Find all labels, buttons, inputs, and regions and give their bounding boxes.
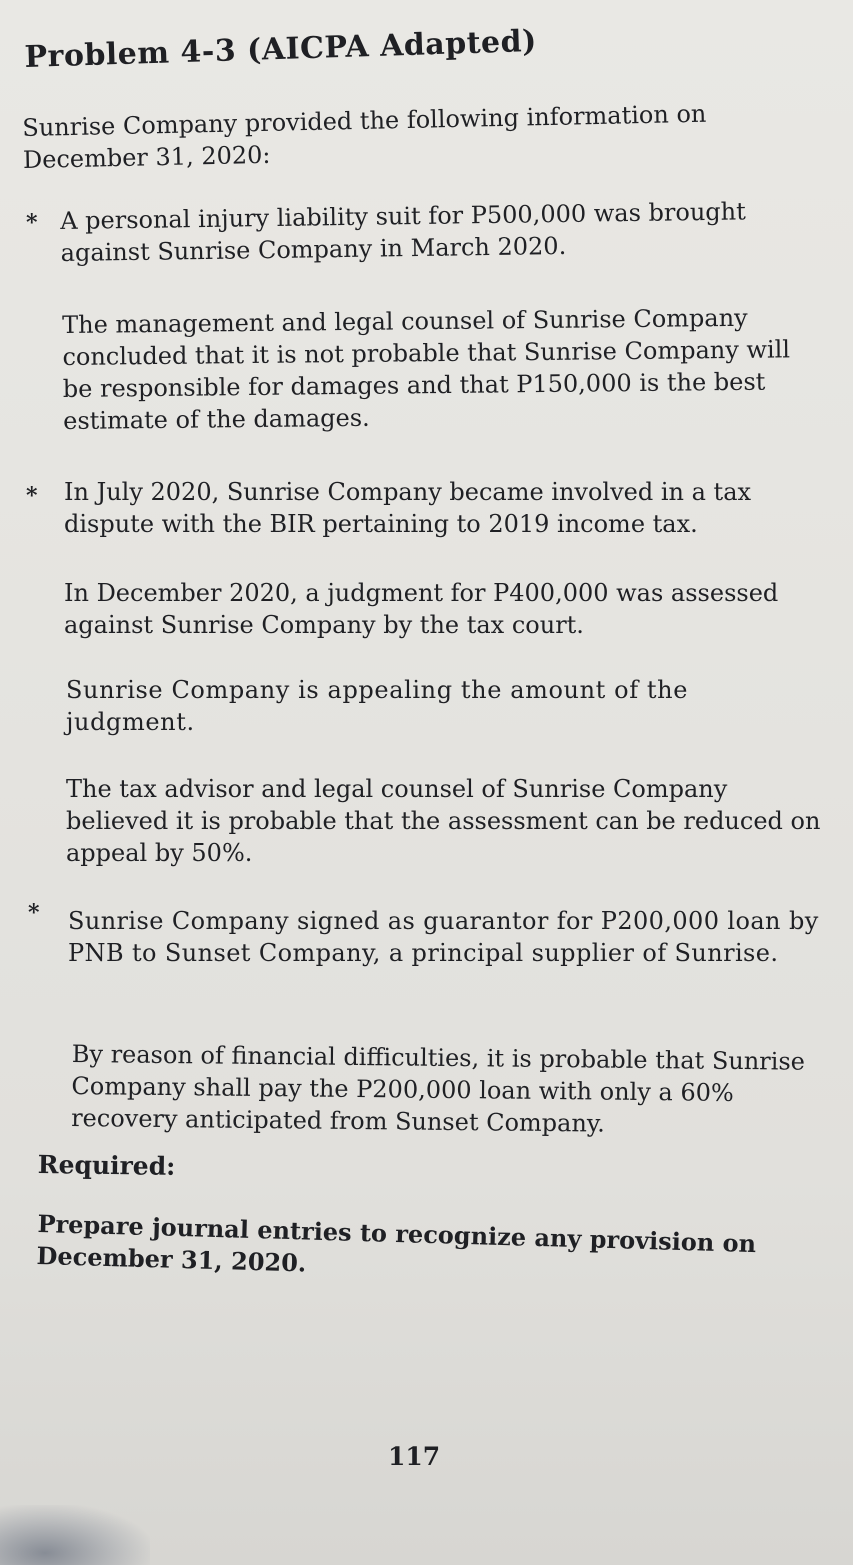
bullet-marker-3: * [28,900,40,926]
item-1-paragraph-2: The management and legal counsel of Sunrise Company concluded that it is not probable that Sunrise Company will be responsible for damages and that P150,000 is the best estimate of the damages. [62,303,791,435]
bullet-marker-2: * [26,483,38,509]
item-2-paragraph-2: In December 2020, a judgment for P400,000 was assessed against Sunrise Company by the tax court. [64,579,779,639]
problem-title: Problem 4-3 (AICPA Adapted) [24,23,538,75]
bullet-marker-1: * [26,210,38,236]
item-2-paragraph-1: In July 2020, Sunrise Company became involved in a tax dispute with the BIR pertaining to 2019 income tax. [64,478,752,538]
required-heading: Required: [37,1150,176,1181]
item-2-paragraph-4: The tax advisor and legal counsel of Sunrise Company believed it is probable that the assessment can be reduced on appeal by 50%. [66,775,821,867]
item-1-paragraph-1: A personal injury liability suit for P500,000 was brought against Sunrise Company in March 2020. [60,197,746,267]
page-number: 117 [388,1442,441,1471]
required-instruction: Prepare journal entries to recognize any provision on December 31, 2020. [36,1208,757,1278]
item-2-paragraph-3: Sunrise Company is appealing the amount of the judgment. [66,676,689,736]
item-3-paragraph-2: By reason of financial difficulties, it is probable that Sunrise Company shall pay the P200,000 loan with only a 60% recovery anticipated from Sunset Company. [71,1039,806,1138]
intro-paragraph: Sunrise Company provided the following information on December 31, 2020: [22,99,707,174]
item-3-paragraph-1: Sunrise Company signed as guarantor for P200,000 loan by PNB to Sunset Company, a principal supplier of Sunrise. [68,907,819,967]
corner-shadow [0,1505,150,1565]
